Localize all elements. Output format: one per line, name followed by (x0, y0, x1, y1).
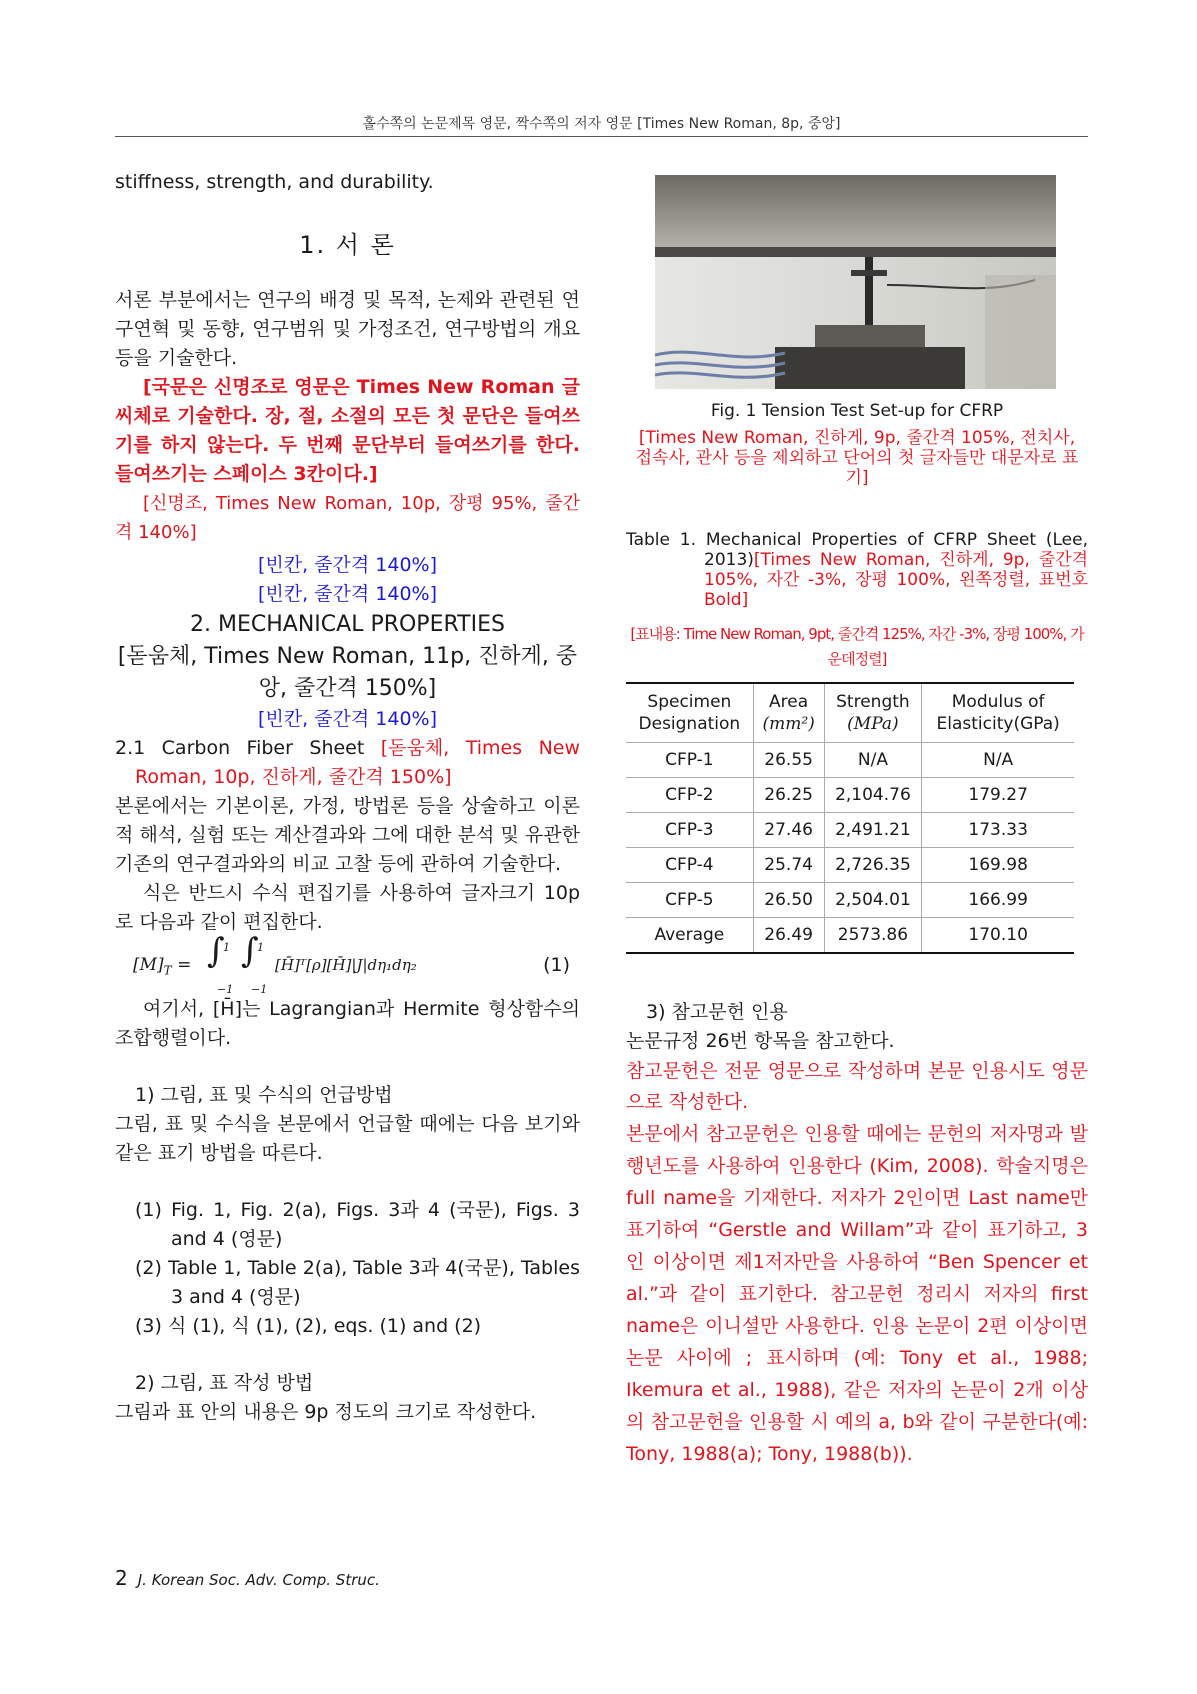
subsection-2-1-heading (115, 734, 580, 792)
reference-paragraph-1: 참고문헌은 전문 영문으로 작성하며 본문 인용시도 영문으로 작성한다. (626, 1060, 1088, 1113)
table-header-modulus: Modulus of Elasticity(GPa) (922, 683, 1074, 743)
section-1-format-note: [국문은 신명조로 영문은 Times New Roman 글씨체로 기술한다. 장, 절, 소절의 모든 첫 문단은 들여쓰기를 하지 않는다. 두 번째 문단부터 들여쓰기를 한다. 들여쓰기는 스페이스 3칸이다.] (115, 376, 580, 485)
subsection-3-title: 3) 참고문헌 인용 (646, 1001, 788, 1023)
page-footer (115, 1566, 380, 1590)
blank-line-note-3: [빈칸, 줄간격 140%] (257, 708, 438, 730)
table-row: CFP-3 27.46 2,491.21 173.33 (626, 813, 1074, 848)
equation-rhs: [H̄]ᵀ[ρ][H̄]|J|dη₁dη₂ (275, 956, 417, 974)
table-row: Average 26.49 2573.86 170.10 (626, 918, 1074, 954)
table-header-specimen: Specimen Designation (626, 683, 753, 743)
tension-test-photo (655, 175, 1056, 389)
body-paragraph-2: 식은 반드시 수식 편집기를 사용하여 글자크기 10p로 다음과 같이 편집한다. (115, 882, 580, 933)
header-rule (115, 136, 1088, 137)
tension-test-photo-drawing (655, 175, 1056, 389)
subsection-2-1-note: [돋움체, Times New Roman, 10p, 진하게, 줄간격 150%] (135, 737, 581, 788)
table-1-caption-note: [Times New Roman, 진하게, 9p, 줄간격 105%, 자간 -3%, 장평 100%, 왼쪽정렬, 표번호 Bold] (704, 550, 1088, 610)
left-column (115, 168, 580, 1427)
equation-lhs: $[M]_T$ = (133, 955, 192, 978)
table-content-note: [표내용: Time New Roman, 9pt, 줄간격 125%, 자간 -3%, 장평 100%, 가운데정렬] (630, 625, 1084, 668)
reference-paragraph-2: 본문에서 참고문헌은 인용할 때에는 문헌의 저자명과 발행년도를 사용하여 인용한다 (Kim, 2008). 학술지명은 full name을 기재한다. 저자가 2인이면 Last name만 표기하여 “Gerstle and Willam”과 같이 표기하고, 3인 이상이면 제1저자만을 사용하여 “Ben Spencer et al.”과 같이 표기한다. 참고문헌 정리시 저자의 first name은 이니셜만 사용한다. 인용 논문이 2편 이상이면 논문 사이에 ; 표시하며 (예: Tony et al., 1988; Ikemura et al., 1988), 같은 저자의 논문이 2개 이상의 참고문헌을 인용할 시 예의 a, b와 같이 구분한다(예: Tony, 1988(a); Tony, 1988(b)). (626, 1123, 1088, 1465)
section-1-font-note: [신명조, Times New Roman, 10p, 장평 95%, 줄간격 140%] (115, 493, 580, 543)
list-item: (1) Fig. 1, Fig. 2(a), Figs. 3과 4 (국문), Figs. 3 and 4 (영문) (135, 1199, 580, 1250)
table-header-strength: Strength (MPa) (824, 683, 922, 743)
properties-table (626, 682, 1074, 954)
section-1-paragraph: 서론 부분에서는 연구의 배경 및 목적, 논제와 관련된 연구연혁 및 동향, 연구범위 및 가정조건, 연구방법의 개요 등을 기술한다. (115, 289, 580, 369)
subsection-2-paragraph: 그림과 표 안의 내용은 9p 정도의 크기로 작성한다. (115, 1401, 537, 1423)
subsection-2-1-title: 2.1 Carbon Fiber Sheet (115, 737, 381, 759)
right-column (626, 400, 1088, 1470)
section-2-format-note: [돋움체, Times New Roman, 11p, 진하게, 중앙, 줄간격 150%] (117, 644, 578, 701)
table-row: CFP-4 25.74 2,726.35 169.98 (626, 848, 1074, 883)
figure-1-caption: Fig. 1 Tension Test Set-up for CFRP (710, 401, 1004, 421)
blank-line-note-2: [빈칸, 줄간격 140%] (257, 583, 438, 605)
figure-caption-note: [Times New Roman, 진하게, 9p, 줄간격 105%, 전치사, 접속사, 관사 등을 제외하고 단어의 첫 글자들만 대문자로 표기] (635, 428, 1079, 488)
integral-sign-2: ∫ (241, 931, 259, 971)
table-header-row (626, 683, 1074, 743)
carryover-text: stiffness, strength, and durability. (115, 171, 434, 193)
table-1-caption-text: Table 1. Mechanical Properties of CFRP Sheet (Lee, 2013) (626, 530, 1088, 570)
equation-number: (1) (543, 954, 570, 976)
body-paragraph-3: 여기서, [H̄]는 Lagrangian과 Hermite 형상함수의 조합행렬이다. (115, 998, 580, 1049)
subsection-2-title: 2) 그림, 표 작성 방법 (135, 1372, 314, 1394)
page-number: 2 (115, 1566, 128, 1590)
integral-1-upper: 1 (223, 941, 230, 954)
integral-2-upper: 1 (257, 941, 264, 954)
section-2-title: 2. MECHANICAL PROPERTIES (190, 612, 505, 637)
table-header-area: Area (mm²) (753, 683, 824, 743)
table-row: CFP-1 26.55 N/A N/A (626, 743, 1074, 778)
subsection-1-paragraph: 그림, 표 및 수식을 본문에서 언급할 때에는 다음 보기와 같은 표기 방법을 따른다. (115, 1113, 580, 1164)
table-row: CFP-5 26.50 2,504.01 166.99 (626, 883, 1074, 918)
integral-1-lower: −1 (217, 983, 234, 996)
blank-line-note-1: [빈칸, 줄간격 140%] (257, 554, 438, 576)
equation-1 (115, 931, 580, 996)
running-header: 홀수쪽의 논문제목 영문, 짝수쪽의 저자 영문 [Times New Roman, 8p, 중앙] (362, 116, 841, 132)
integral-2-lower: −1 (251, 983, 268, 996)
section-1-title: 1. 서 론 (299, 231, 396, 259)
journal-name: J. Korean Soc. Adv. Comp. Struc. (137, 1571, 380, 1589)
table-row: CFP-2 26.25 2,104.76 179.27 (626, 778, 1074, 813)
table-1-caption (626, 530, 1088, 610)
list-item: (3) 식 (1), 식 (1), (2), eqs. (1) and (2) (135, 1315, 482, 1337)
list-item: (2) Table 1, Table 2(a), Table 3과 4(국문), Tables 3 and 4 (영문) (135, 1257, 580, 1308)
body-paragraph-1: 본론에서는 기본이론, 가정, 방법론 등을 상술하고 이론적 해석, 실험 또는 계산결과와 그에 대한 분석 및 유관한 기존의 연구결과와의 비교 고찰 등에 관하여 기술한다. (115, 795, 580, 875)
subsection-3-line: 논문규정 26번 항목을 참고한다. (626, 1030, 895, 1052)
subsection-1-title: 1) 그림, 표 및 수식의 언급방법 (135, 1084, 393, 1106)
integral-sign-1: ∫ (207, 931, 225, 971)
